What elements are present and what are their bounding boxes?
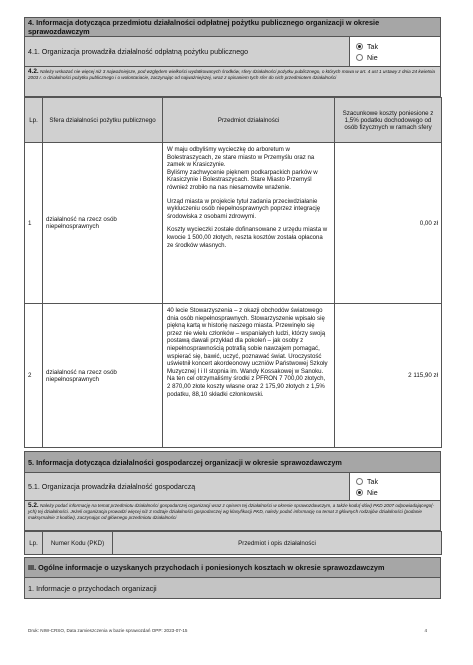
col-przedmiot-header: Przedmiot działalności <box>163 98 335 143</box>
footer-print-info: Druk: NIW-CRSO, Data zamieszczenia w bazie sprawozdań OPP: 2023-07-15 <box>28 628 188 633</box>
col-lp-header: Lp. <box>25 532 43 555</box>
radio-selected-icon[interactable] <box>356 489 363 496</box>
row-koszty: 0,00 zł <box>335 143 442 304</box>
option-no[interactable]: Nie <box>356 487 434 498</box>
col-sfera-header: Sfera działalności pożytku publicznego <box>43 98 163 143</box>
radio-selected-icon[interactable] <box>356 43 363 50</box>
question-4-1-label: 4.1. Organizacja prowadziła działalność odpłatną pożytku publicznego <box>25 37 350 66</box>
radio-empty-icon[interactable] <box>356 478 363 485</box>
row-description: W maju odbyliśmy wycieczkę do arboretum w Bolestraszycach, ze stare miasto w Przemyślu oraz na zamek w Krasiczynie. Byliśmy zachwycenie pięknem podkarpackich parków w Krasiczynie i Bolestraszycach. Stare Miasto Przemyśl również zrobiło na nas niesamowite wrażenie. Urząd miasta w projekcie tytuł zadania przeciwdziałanie wykluczeniu osób niepełnosprawnych poprzez integrację środowiska z osobami zdrowymi. Koszty wycieczki zostałe dofinansowane z urzędu miasta w kwocie 1 500,00 złotych, reszta kosztów została opłacona ze środków własnych. <box>163 143 335 304</box>
activity-table <box>24 97 442 448</box>
option-no[interactable]: Nie <box>356 52 434 63</box>
row-description: 40 lecie Stowarzyszenia – z okazji obchodów światowego dnia osób niepełnosprawnych. Stowarzyszenie wpisało się piękną kartą w historię naszego miasta. Przewinęło się przez nie wielu członków – wspaniałych ludzi, którzy swoją postawą dawali przykład dla pokoleń – jak osoby z niepełnosprawnością potrafią sobie nawzajem pomagać, wspierać się, bawić, uczyć, poznawać świat. Uroczystość uświetnił koncert akordeonowy uczniów Państwowej Szkoły Muzycznej I i II stopnia im. Wandy Kossakowej w Sanoku. Na ten cel otrzymaliśmy środki z PFRON 7 700,00 złotych, 2 870,00 złote koszty własne oraz 2 175,90 złotych z 1,5% podatku, 88,10 składki członkowski. <box>163 304 335 448</box>
radio-empty-icon[interactable] <box>356 54 363 61</box>
row-sfera: działalność na rzecz osób niepełnosprawnych <box>43 304 163 448</box>
question-4-1 <box>24 37 441 67</box>
section-4-title: 4. Informacja dotycząca przedmiotu działalności odpłatnej pożytku publicznego organizacji w okresie sprawozdawczym <box>28 18 380 36</box>
question-5-1-label: 5.1. Organizacja prowadziła działalność gospodarczą <box>25 473 350 500</box>
section-5-header <box>24 451 441 473</box>
row-lp: 1 <box>25 143 43 304</box>
option-yes[interactable]: Tak <box>356 476 434 487</box>
business-activity-table <box>24 531 442 555</box>
question-5-1 <box>24 473 441 501</box>
question-4-1-options <box>350 37 440 66</box>
section-4-header <box>24 17 441 37</box>
section-III-title: III. Ogólne informacje o uzyskanych przychodach i poniesionych kosztach w okresie sprawozdawczym <box>28 563 385 572</box>
page-footer <box>28 628 445 633</box>
question-5-1-options <box>350 473 440 500</box>
section-III-1-header <box>24 578 441 599</box>
col-lp-header: Lp. <box>25 98 43 143</box>
col-kod-header: Numer Kodu (PKD) <box>43 532 113 555</box>
row-lp: 2 <box>25 304 43 448</box>
section-III-header <box>24 557 441 578</box>
row-koszty: 2 115,90 zł <box>335 304 442 448</box>
question-5-2-note: 5.2. Należy podać informację na temat przedmiotu działalności gospodarczej organizacji wraz z opisem tej działalności w okresie sprawozdawczym, a także kodu(-dów) PKD 2007 odpowiadającego(-ych) tej działalności. Jeżeli organizacja prowadzi więcej niż 3 rodzaje działalności gospodarczej wg klasyfikacji PKD, należy podać informację na temat 3 głównych rodzajów działalności (podanie maksymalnie 3 kodów), zaczynając od głównego przedmiotu działalności <box>24 501 441 531</box>
option-yes[interactable]: Tak <box>356 41 434 52</box>
col-przedmiot-header: Przedmiot i opis działalności <box>113 532 442 555</box>
table-row <box>25 143 442 304</box>
section-III-1-title: 1. Informacje o przychodach organizacji <box>28 583 157 593</box>
table-row <box>25 304 442 448</box>
col-koszty-header: Szacunkowe koszty poniesione z 1,5% podatku dochodowego od osób fizycznych w ramach sfery <box>335 98 442 143</box>
section-5-title: 5. Informacja dotycząca działalności gospodarczej organizacji w okresie sprawozdawczym <box>28 457 342 467</box>
report-page <box>24 17 441 599</box>
row-sfera: działalność na rzecz osób niepełnosprawnych <box>43 143 163 304</box>
page-number: 4 <box>424 628 427 633</box>
question-4-2-note: 4.2. Należy wskazać nie więcej niż 3 najważniejsze, pod względem wielkości wydatkowanych środków, sfery działalności pożytku publicznego, o których mowa w art. 4 ust 1 ustawy z dnia 24 kwietnia 2003 r. o działalności pożytku publicznego i o wolontariacie, zaczynając od najważniejszej, wraz z opisaniem tych sfer do nich przedmiotem działalności <box>24 67 441 97</box>
